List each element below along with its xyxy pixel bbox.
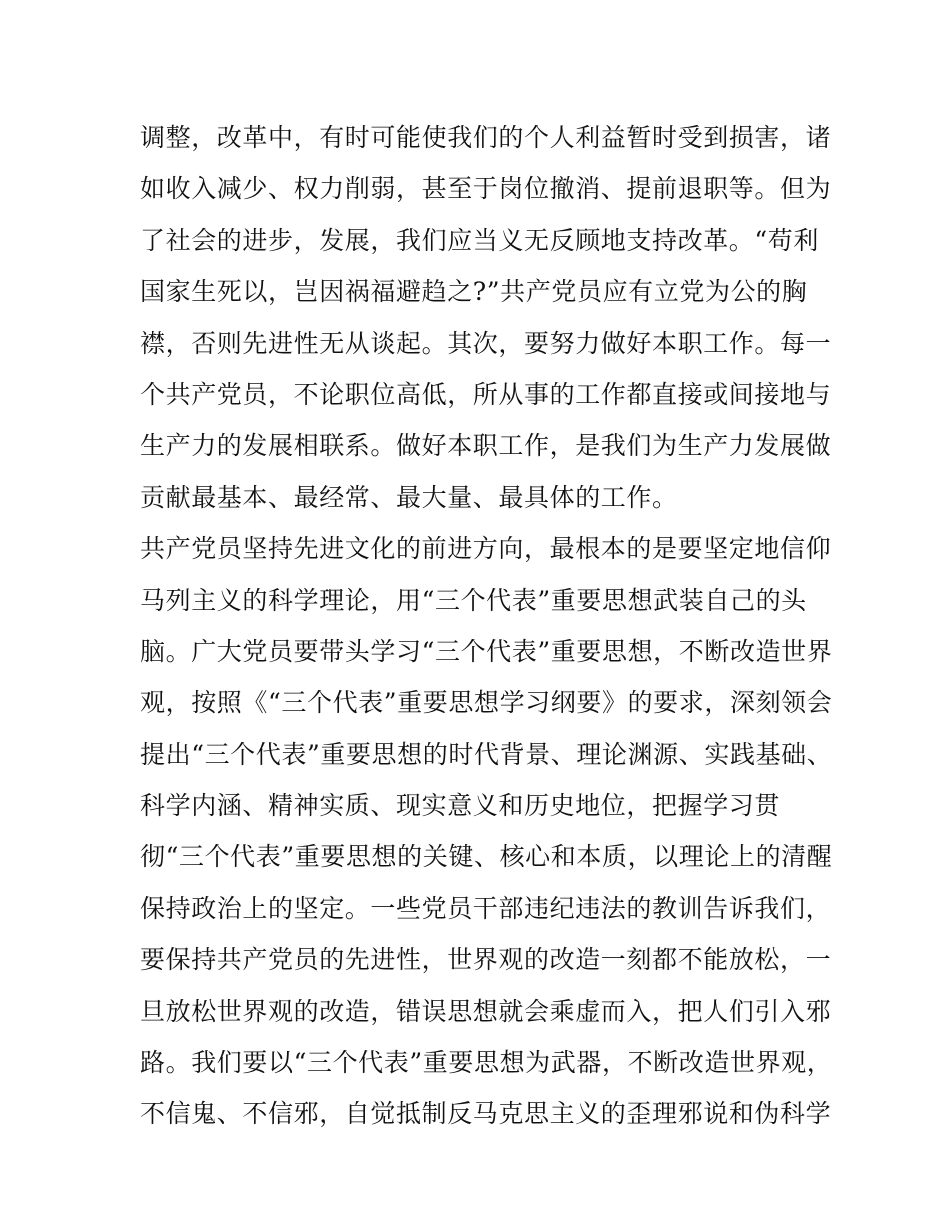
text-line: 个共产党员，不论职位高低，所从事的工作都直接或间接地与 bbox=[140, 379, 832, 409]
text-line: 共产党员坚持先进文化的前进方向，最根本的是要坚定地信仰 bbox=[140, 534, 832, 564]
text-line: 观，按照《“三个代表”重要思想学习纲要》的要求，深刻领会 bbox=[140, 688, 833, 718]
text-line: 国家生死以，岂因祸福避趋之?”共产党员应有立党为公的胸 bbox=[140, 277, 808, 307]
text-line: 如收入减少、权力削弱，甚至于岗位撤消、提前退职等。但为 bbox=[140, 174, 832, 204]
text-line: 不信鬼、不信邪，自觉抵制反马克思主义的歪理邪说和伪科学 bbox=[140, 1099, 832, 1129]
text-line: 彻“三个代表”重要思想的关键、核心和本质，以理论上的清醒 bbox=[140, 842, 833, 872]
text-line: 要保持共产党员的先进性，世界观的改造一刻都不能放松，一 bbox=[140, 945, 832, 975]
text-line: 路。我们要以“三个代表”重要思想为武器，不断改造世界观， bbox=[140, 1048, 833, 1078]
text-line: 贡献最基本、最经常、最大量、最具体的工作。 bbox=[140, 482, 678, 512]
text-line: 调整，改革中，有时可能使我们的个人利益暂时受到损害，诸 bbox=[140, 123, 832, 152]
text-line: 提出“三个代表”重要思想的时代背景、理论渊源、实践基础、 bbox=[140, 739, 833, 769]
text-line: 脑。广大党员要带头学习“三个代表”重要思想，不断改造世界 bbox=[140, 636, 833, 666]
text-line: 科学内涵、精神实质、现实意义和历史地位，把握学习贯 bbox=[140, 791, 781, 821]
text-line: 马列主义的科学理论，用“三个代表”重要思想武装自己的头 bbox=[140, 585, 807, 615]
text-line: 保持政治上的坚定。一些党员干部违纪违法的教训告诉我们， bbox=[140, 893, 832, 923]
text-line: 生产力的发展相联系。做好本职工作，是我们为生产力发展做 bbox=[140, 431, 832, 461]
text-line: 旦放松世界观的改造，错误思想就会乘虚而入，把人们引入邪 bbox=[140, 996, 832, 1026]
text-line: 襟，否则先进性无从谈起。其次，要努力做好本职工作。每一 bbox=[140, 328, 832, 358]
text-line: 了社会的进步，发展，我们应当义无反顾地支持改革。“苟利 bbox=[140, 225, 819, 255]
body-text bbox=[140, 112, 833, 1140]
